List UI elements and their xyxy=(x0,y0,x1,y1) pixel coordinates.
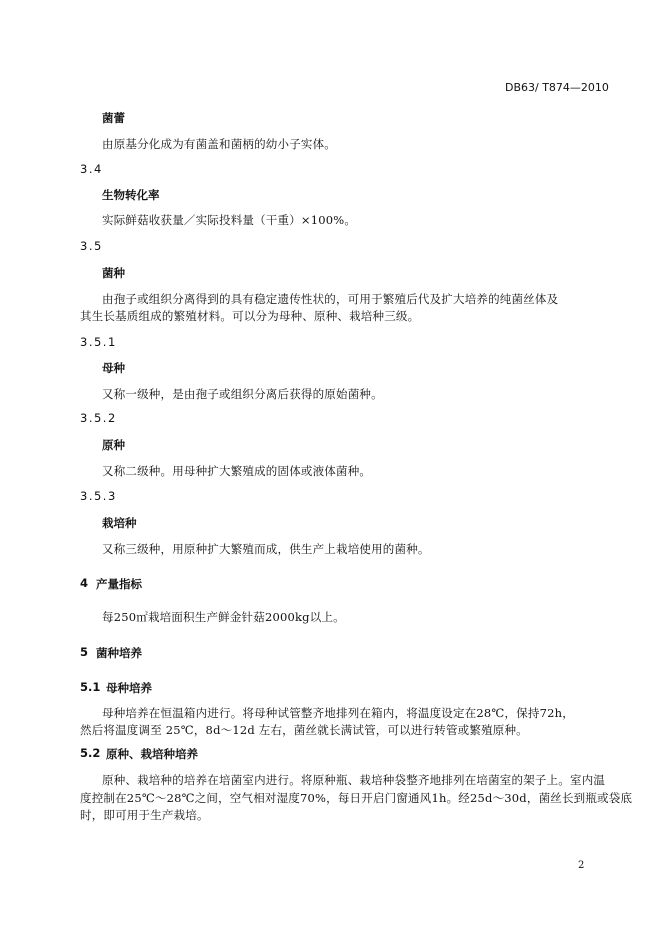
section-number: 5 xyxy=(80,645,89,659)
section-title: 产量指标 xyxy=(96,577,142,591)
term-heading: 菌种 xyxy=(102,266,125,280)
body-line: 母种培养在恒温箱内进行。将母种试管整齐地排列在箱内，将温度设定在28℃，保持72h， xyxy=(102,706,574,720)
term-heading: 原种 xyxy=(102,438,125,452)
section-number: 4 xyxy=(80,576,89,590)
subsection-number: 5.1 xyxy=(80,680,101,694)
term-heading: 生物转化率 xyxy=(102,188,160,202)
term-definition: 由原基分化成为有菌盖和菌柄的幼小子实体。 xyxy=(102,137,336,151)
subsection-title: 原种、栽培种培养 xyxy=(106,747,198,761)
section-body: 每250㎡栽培面积生产鲜金针菇2000kg以上。 xyxy=(102,610,345,624)
term-heading: 栽培种 xyxy=(102,516,137,530)
body-line: 然后将温度调至 25℃，8d～12d 左右，菌丝就长满试管，可以进行转管或繁殖原种。 xyxy=(80,723,528,737)
term-definition: 又称一级种，是由孢子或组织分离后获得的原始菌种。 xyxy=(102,387,383,401)
page-number: 2 xyxy=(578,860,585,871)
term-heading: 菌蕾 xyxy=(102,111,125,125)
subsection-number: 5.2 xyxy=(80,746,101,760)
body-line: 度控制在25℃～28℃之间，空气相对湿度70%，每日开启门窗通风1h。经25d～30d，菌丝长到瓶或袋底 xyxy=(80,791,633,805)
term-heading: 母种 xyxy=(102,361,125,375)
term-definition-line: 由孢子或组织分离得到的具有稳定遗传性状的，可用于繁殖后代及扩大培养的纯菌丝体及 xyxy=(102,292,559,306)
clause-number: 3.5.3 xyxy=(80,489,117,503)
term-definition-line: 其生长基质组成的繁殖材料。可以分为母种、原种、栽培种三级。 xyxy=(80,309,420,323)
body-line: 原种、栽培种的培养在培菌室内进行。将原种瓶、栽培种袋整齐地排列在培菌室的架子上。室内温 xyxy=(102,773,606,787)
term-definition: 实际鲜菇收获量／实际投料量（干重）×100%。 xyxy=(102,213,357,227)
term-definition: 又称三级种，用原种扩大繁殖而成，供生产上栽培使用的菌种。 xyxy=(102,542,430,556)
clause-number: 3.4 xyxy=(80,162,103,176)
subsection-title: 母种培养 xyxy=(106,681,152,695)
term-definition: 又称二级种。用母种扩大繁殖成的固体或液体菌种。 xyxy=(102,464,372,478)
section-title: 菌种培养 xyxy=(96,646,142,660)
clause-number: 3.5 xyxy=(80,239,103,253)
body-line: 时，即可用于生产栽培。 xyxy=(80,808,209,822)
clause-number: 3.5.1 xyxy=(80,335,117,349)
clause-number: 3.5.2 xyxy=(80,411,117,425)
document-code: DB63/ T874—2010 xyxy=(505,81,609,94)
